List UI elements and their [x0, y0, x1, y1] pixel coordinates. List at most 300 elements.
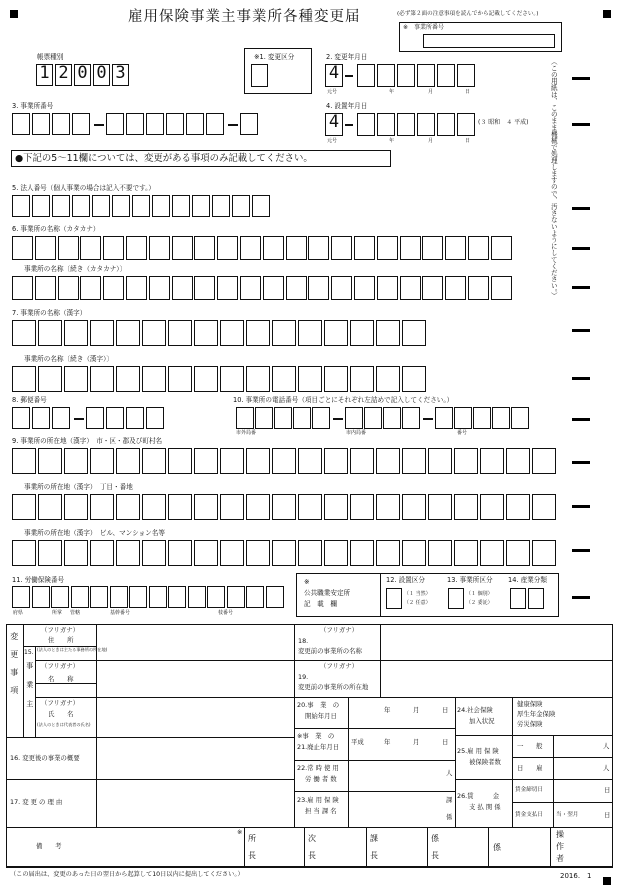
input-cell[interactable]	[149, 276, 170, 300]
edge-mark	[572, 207, 590, 210]
f11-label: 11. 労働保険番号	[12, 576, 65, 584]
form-date: 2016. 1	[560, 872, 592, 880]
phone-sublabel: 番号	[457, 430, 468, 436]
input-cell[interactable]	[324, 320, 348, 346]
table-line	[294, 624, 295, 827]
input-cell[interactable]	[293, 407, 311, 429]
ippan-label: 一 般	[517, 742, 543, 750]
input-cell[interactable]	[445, 276, 466, 300]
input-cell[interactable]	[220, 494, 244, 520]
f19-label: 変更前の事業所の所在地	[298, 683, 369, 691]
input-cell[interactable]	[116, 494, 140, 520]
input-cell[interactable]	[428, 494, 452, 520]
input-cell[interactable]	[194, 236, 215, 260]
f14-cell[interactable]	[528, 588, 544, 609]
table-line	[6, 779, 294, 780]
input-cell[interactable]	[240, 276, 261, 300]
input-cell[interactable]	[142, 540, 166, 566]
input-cell[interactable]	[445, 236, 466, 260]
input-cell[interactable]	[272, 494, 296, 520]
input-cell[interactable]	[298, 320, 322, 346]
stamp-label: 者	[556, 854, 564, 863]
f11-sublabel: 基幹番号	[110, 610, 131, 616]
input-cell[interactable]	[90, 540, 114, 566]
input-cell[interactable]	[194, 276, 215, 300]
est-date-sublabel: 日	[465, 138, 471, 144]
input-cell[interactable]	[350, 448, 374, 474]
input-cell[interactable]	[168, 586, 186, 608]
input-cell[interactable]	[168, 320, 192, 346]
input-cell[interactable]	[12, 276, 33, 300]
input-cell[interactable]	[38, 494, 62, 520]
change-date-era[interactable]: 4	[325, 64, 343, 87]
input-cell[interactable]	[350, 494, 374, 520]
input-cell[interactable]	[12, 236, 33, 260]
input-cell[interactable]	[240, 236, 261, 260]
input-cell[interactable]	[428, 540, 452, 566]
nin-label: 人	[603, 742, 610, 750]
anteisho-mark: ※	[304, 578, 310, 586]
input-cell[interactable]	[103, 236, 124, 260]
input-cell[interactable]	[194, 540, 218, 566]
office-no-label: 3. 事業所番号	[12, 102, 54, 110]
f10-label: 10. 事業所の電話番号（項目ごとにそれぞれ左詰めで記入してください。）	[233, 396, 454, 404]
input-cell[interactable]	[142, 366, 166, 392]
input-cell[interactable]	[240, 113, 258, 135]
sub-label: 事業主	[25, 662, 34, 719]
input-cell[interactable]	[116, 320, 140, 346]
input-cell[interactable]	[126, 407, 144, 429]
f25-label: 25.雇 用 保 険	[457, 747, 499, 755]
input-cell[interactable]	[12, 113, 30, 135]
stamp-label: 長	[370, 851, 378, 860]
hyphen	[345, 75, 353, 77]
input-cell[interactable]	[149, 586, 167, 608]
input-cell[interactable]	[146, 407, 164, 429]
input-cell[interactable]	[255, 407, 273, 429]
ymd-label: 月	[413, 738, 420, 746]
input-cell[interactable]	[298, 366, 322, 392]
input-cell[interactable]	[64, 366, 88, 392]
input-cell[interactable]	[90, 448, 114, 474]
input-cell[interactable]	[207, 586, 225, 608]
input-cell[interactable]	[126, 113, 144, 135]
input-cell[interactable]	[38, 448, 62, 474]
table-line	[455, 735, 613, 736]
input-cell[interactable]	[172, 195, 190, 217]
input-cell[interactable]	[422, 236, 443, 260]
input-cell[interactable]	[116, 366, 140, 392]
f5-label: 5. 法人番号（個人事業の場合は記入不要です。）	[12, 184, 156, 192]
table-line	[455, 779, 613, 780]
f14-cell[interactable]	[510, 588, 526, 609]
input-cell[interactable]	[194, 494, 218, 520]
input-cell[interactable]	[468, 276, 489, 300]
input-cell[interactable]	[422, 276, 443, 300]
f22-label: 労 働 者 数	[305, 775, 337, 783]
input-cell[interactable]	[324, 366, 348, 392]
input-cell[interactable]	[142, 320, 166, 346]
input-cell[interactable]	[52, 407, 70, 429]
input-cell[interactable]	[58, 236, 79, 260]
input-cell[interactable]	[152, 195, 170, 217]
input-cell[interactable]	[71, 586, 89, 608]
input-cell[interactable]	[64, 494, 88, 520]
input-cell[interactable]	[350, 366, 374, 392]
furigana-label: （フリガナ）	[320, 626, 359, 634]
table-line	[294, 728, 455, 729]
input-cell[interactable]	[312, 407, 330, 429]
input-cell[interactable]	[480, 540, 504, 566]
input-cell[interactable]	[227, 586, 245, 608]
input-cell[interactable]	[217, 276, 238, 300]
input-cell[interactable]	[480, 448, 504, 474]
input-cell[interactable]	[331, 276, 352, 300]
input-cell[interactable]	[12, 586, 30, 608]
input-cell[interactable]	[64, 540, 88, 566]
input-cell[interactable]	[38, 366, 62, 392]
stamp-label: 長	[431, 851, 439, 860]
input-cell[interactable]	[246, 366, 270, 392]
f9-label: 9. 事業所の所在地（漢字） 市・区・郡及び町村名	[12, 437, 163, 445]
input-cell[interactable]	[402, 540, 426, 566]
input-cell[interactable]	[454, 540, 478, 566]
input-cell[interactable]	[35, 276, 56, 300]
input-cell[interactable]	[376, 540, 400, 566]
edge-mark	[572, 505, 590, 508]
furigana-label: （フリガナ）	[41, 699, 80, 707]
input-cell[interactable]	[354, 276, 375, 300]
input-cell[interactable]	[106, 407, 124, 429]
input-cell[interactable]	[232, 195, 250, 217]
input-cell[interactable]	[12, 494, 36, 520]
input-cell[interactable]	[35, 236, 56, 260]
input-cell[interactable]	[532, 494, 556, 520]
edge-mark	[572, 247, 590, 250]
input-cell[interactable]	[246, 494, 270, 520]
input-cell[interactable]	[308, 276, 329, 300]
input-cell[interactable]	[454, 494, 478, 520]
input-cell[interactable]	[246, 540, 270, 566]
input-cell[interactable]	[376, 320, 400, 346]
table-line	[23, 646, 35, 647]
input-cell[interactable]	[217, 236, 238, 260]
input-cell[interactable]	[220, 540, 244, 566]
input-cell[interactable]	[272, 366, 296, 392]
input-cell[interactable]	[402, 448, 426, 474]
input-cell[interactable]	[263, 276, 284, 300]
change-class-field[interactable]	[251, 64, 268, 87]
input-cell[interactable]	[12, 366, 36, 392]
biko-label: 備 考	[36, 842, 62, 850]
phone-sublabel: 市内局番	[346, 430, 367, 436]
input-cell[interactable]	[80, 276, 101, 300]
input-cell[interactable]	[12, 448, 36, 474]
input-cell[interactable]	[220, 448, 244, 474]
input-cell[interactable]	[402, 320, 426, 346]
table-line	[348, 697, 349, 827]
input-cell[interactable]	[428, 448, 452, 474]
input-cell[interactable]	[103, 276, 124, 300]
input-cell[interactable]	[38, 540, 62, 566]
f21-label: 21.廃止年月日	[297, 743, 340, 751]
input-cell[interactable]	[32, 195, 50, 217]
input-cell[interactable]	[376, 448, 400, 474]
input-cell[interactable]	[172, 276, 193, 300]
input-cell[interactable]	[32, 407, 50, 429]
input-cell[interactable]	[400, 236, 421, 260]
heisei-label: 平成	[351, 738, 364, 746]
input-cell[interactable]	[272, 448, 296, 474]
f21-label: ※事 業 の	[297, 732, 335, 740]
office-number-field[interactable]	[423, 34, 555, 48]
agency-divider	[380, 573, 381, 617]
input-cell[interactable]	[92, 195, 110, 217]
input-cell[interactable]	[80, 236, 101, 260]
est-date-cell[interactable]	[417, 113, 435, 136]
hi-label: 日	[604, 786, 611, 794]
f6-label: 6. 事業所の名称（カタカナ）	[12, 225, 100, 233]
input-cell[interactable]	[473, 407, 491, 429]
est-date-sublabel: 元号	[327, 138, 338, 144]
input-cell[interactable]	[480, 494, 504, 520]
input-cell[interactable]	[58, 276, 79, 300]
f12-label: 12. 設置区分	[386, 576, 425, 584]
input-cell[interactable]	[506, 494, 530, 520]
input-cell[interactable]	[90, 586, 108, 608]
input-cell[interactable]	[192, 195, 210, 217]
input-cell[interactable]	[132, 195, 150, 217]
registration-mark-top-right	[603, 10, 611, 18]
input-cell[interactable]	[220, 366, 244, 392]
input-cell[interactable]	[435, 407, 453, 429]
change-date-cell[interactable]	[397, 64, 415, 87]
f11-sublabel: 所掌	[52, 610, 63, 616]
input-cell[interactable]	[72, 113, 90, 135]
input-cell[interactable]	[400, 276, 421, 300]
input-cell[interactable]	[12, 407, 30, 429]
input-cell[interactable]	[64, 448, 88, 474]
input-cell[interactable]	[402, 407, 420, 429]
f12-opt: （２ 任意）	[404, 600, 431, 606]
edge-mark	[572, 596, 590, 599]
hyphen	[423, 418, 433, 420]
input-cell[interactable]	[491, 236, 512, 260]
input-cell[interactable]	[90, 320, 114, 346]
input-cell[interactable]	[236, 407, 254, 429]
side-label: 変更事項	[9, 632, 19, 704]
input-cell[interactable]	[324, 494, 348, 520]
input-cell[interactable]	[272, 540, 296, 566]
hyphen	[74, 418, 84, 420]
input-cell[interactable]	[126, 276, 147, 300]
input-cell[interactable]	[186, 113, 204, 135]
input-cell[interactable]	[126, 236, 147, 260]
input-cell[interactable]	[194, 320, 218, 346]
input-cell[interactable]	[72, 195, 90, 217]
f26-label: 支 払 関 係	[469, 803, 501, 811]
table-line	[512, 802, 613, 803]
input-cell[interactable]	[377, 236, 398, 260]
change-date-cell[interactable]	[417, 64, 435, 87]
input-cell[interactable]	[51, 586, 69, 608]
input-cell[interactable]	[331, 236, 352, 260]
change-date-cell[interactable]	[457, 64, 475, 87]
input-cell[interactable]	[286, 236, 307, 260]
table-line	[35, 697, 613, 698]
f12-cell[interactable]	[386, 588, 402, 609]
table-line	[294, 791, 455, 792]
input-cell[interactable]	[402, 494, 426, 520]
change-date-cell[interactable]	[357, 64, 375, 87]
input-cell[interactable]	[298, 494, 322, 520]
nin-label: 人	[603, 764, 610, 772]
furigana-label: （フリガナ）	[320, 662, 359, 670]
est-date-era-note: (３ 昭和 ４ 平成)	[478, 119, 529, 126]
input-cell[interactable]	[32, 113, 50, 135]
input-cell[interactable]	[286, 276, 307, 300]
f18-label: 変更前の事業所の名称	[298, 647, 362, 655]
input-cell[interactable]	[106, 113, 124, 135]
input-cell[interactable]	[246, 448, 270, 474]
input-cell[interactable]	[168, 540, 192, 566]
input-cell[interactable]	[324, 540, 348, 566]
est-date-cell[interactable]	[437, 113, 455, 136]
input-cell[interactable]	[206, 113, 224, 135]
input-cell[interactable]	[142, 494, 166, 520]
input-cell[interactable]	[454, 448, 478, 474]
input-cell[interactable]	[129, 586, 147, 608]
est-date-cell[interactable]	[457, 113, 475, 136]
input-cell[interactable]	[90, 494, 114, 520]
input-cell[interactable]	[454, 407, 472, 429]
stamp-label: 係	[493, 843, 501, 852]
shimei-label: 氏 名	[48, 710, 74, 718]
input-cell[interactable]	[146, 113, 164, 135]
f16-label: 16. 変更後の事業の概要	[10, 754, 80, 762]
input-cell[interactable]	[194, 448, 218, 474]
registration-mark-top-left	[10, 10, 18, 18]
table-line	[244, 827, 245, 867]
anteisho-label: 記 載 欄	[304, 600, 337, 608]
input-cell[interactable]	[110, 586, 128, 608]
input-cell[interactable]	[116, 540, 140, 566]
change-date-cell[interactable]	[437, 64, 455, 87]
form-type-digit: 0	[74, 64, 91, 86]
est-date-cell[interactable]	[357, 113, 375, 136]
input-cell[interactable]	[252, 195, 270, 217]
input-cell[interactable]	[506, 448, 530, 474]
est-date-label: 4. 設置年月日	[326, 102, 368, 110]
input-cell[interactable]	[350, 320, 374, 346]
ins-label: 厚生年金保険	[517, 710, 556, 718]
input-cell[interactable]	[188, 586, 206, 608]
input-cell[interactable]	[274, 407, 292, 429]
input-cell[interactable]	[12, 195, 30, 217]
edge-mark	[572, 77, 590, 80]
table-line	[35, 660, 294, 661]
input-cell[interactable]	[142, 448, 166, 474]
input-cell[interactable]	[38, 320, 62, 346]
change-date-label: 2. 変更年月日	[326, 53, 368, 61]
input-cell[interactable]	[166, 113, 184, 135]
input-cell[interactable]	[376, 366, 400, 392]
input-cell[interactable]	[112, 195, 130, 217]
input-cell[interactable]	[263, 236, 284, 260]
input-cell[interactable]	[532, 448, 556, 474]
input-cell[interactable]	[32, 586, 50, 608]
input-cell[interactable]	[308, 236, 329, 260]
input-cell[interactable]	[364, 407, 382, 429]
input-cell[interactable]	[52, 113, 70, 135]
input-cell[interactable]	[324, 448, 348, 474]
input-cell[interactable]	[168, 494, 192, 520]
input-cell[interactable]	[506, 540, 530, 566]
table-line	[6, 867, 613, 868]
input-cell[interactable]	[354, 236, 375, 260]
change-class-label: ※1. 変更区分	[254, 53, 295, 61]
input-cell[interactable]	[52, 195, 70, 217]
office-number-note: ※ 事業所番号	[403, 24, 445, 31]
input-cell[interactable]	[116, 448, 140, 474]
input-cell[interactable]	[383, 407, 401, 429]
input-cell[interactable]	[298, 448, 322, 474]
input-cell[interactable]	[168, 448, 192, 474]
input-cell[interactable]	[298, 540, 322, 566]
input-cell[interactable]	[86, 407, 104, 429]
input-cell[interactable]	[511, 407, 529, 429]
f25-label: 被保険者数	[469, 758, 501, 766]
input-cell[interactable]	[149, 236, 170, 260]
phone-sublabel: 市外局番	[236, 430, 257, 436]
input-cell[interactable]	[246, 320, 270, 346]
input-cell[interactable]	[376, 494, 400, 520]
input-cell[interactable]	[12, 320, 36, 346]
input-cell[interactable]	[468, 236, 489, 260]
input-cell[interactable]	[532, 540, 556, 566]
row15-label: 15.	[24, 649, 34, 656]
input-cell[interactable]	[377, 276, 398, 300]
est-date-era[interactable]: 4	[325, 113, 343, 136]
input-cell[interactable]	[220, 320, 244, 346]
input-cell[interactable]	[12, 540, 36, 566]
input-cell[interactable]	[272, 320, 296, 346]
input-cell[interactable]	[491, 276, 512, 300]
est-date-cell[interactable]	[397, 113, 415, 136]
ymd-label: 年	[384, 706, 391, 714]
input-cell[interactable]	[212, 195, 230, 217]
input-cell[interactable]	[402, 366, 426, 392]
input-cell[interactable]	[345, 407, 363, 429]
edge-mark	[572, 123, 590, 126]
input-cell[interactable]	[246, 586, 264, 608]
input-cell[interactable]	[172, 236, 193, 260]
input-cell[interactable]	[194, 366, 218, 392]
input-cell[interactable]	[492, 407, 510, 429]
f24-label: 加入状況	[469, 717, 495, 725]
ka-label: 課	[446, 796, 453, 804]
change-date-cell[interactable]	[377, 64, 395, 87]
input-cell[interactable]	[90, 366, 114, 392]
f9b-label: 事業所の所在地（漢字） 丁目・番地	[24, 483, 133, 491]
title-note: (必ず第２面の注意事項を読んでから記載してください。)	[397, 11, 539, 17]
est-date-cell[interactable]	[377, 113, 395, 136]
input-cell[interactable]	[350, 540, 374, 566]
f13-cell[interactable]	[448, 588, 464, 609]
input-cell[interactable]	[266, 586, 284, 608]
input-cell[interactable]	[64, 320, 88, 346]
input-cell[interactable]	[168, 366, 192, 392]
